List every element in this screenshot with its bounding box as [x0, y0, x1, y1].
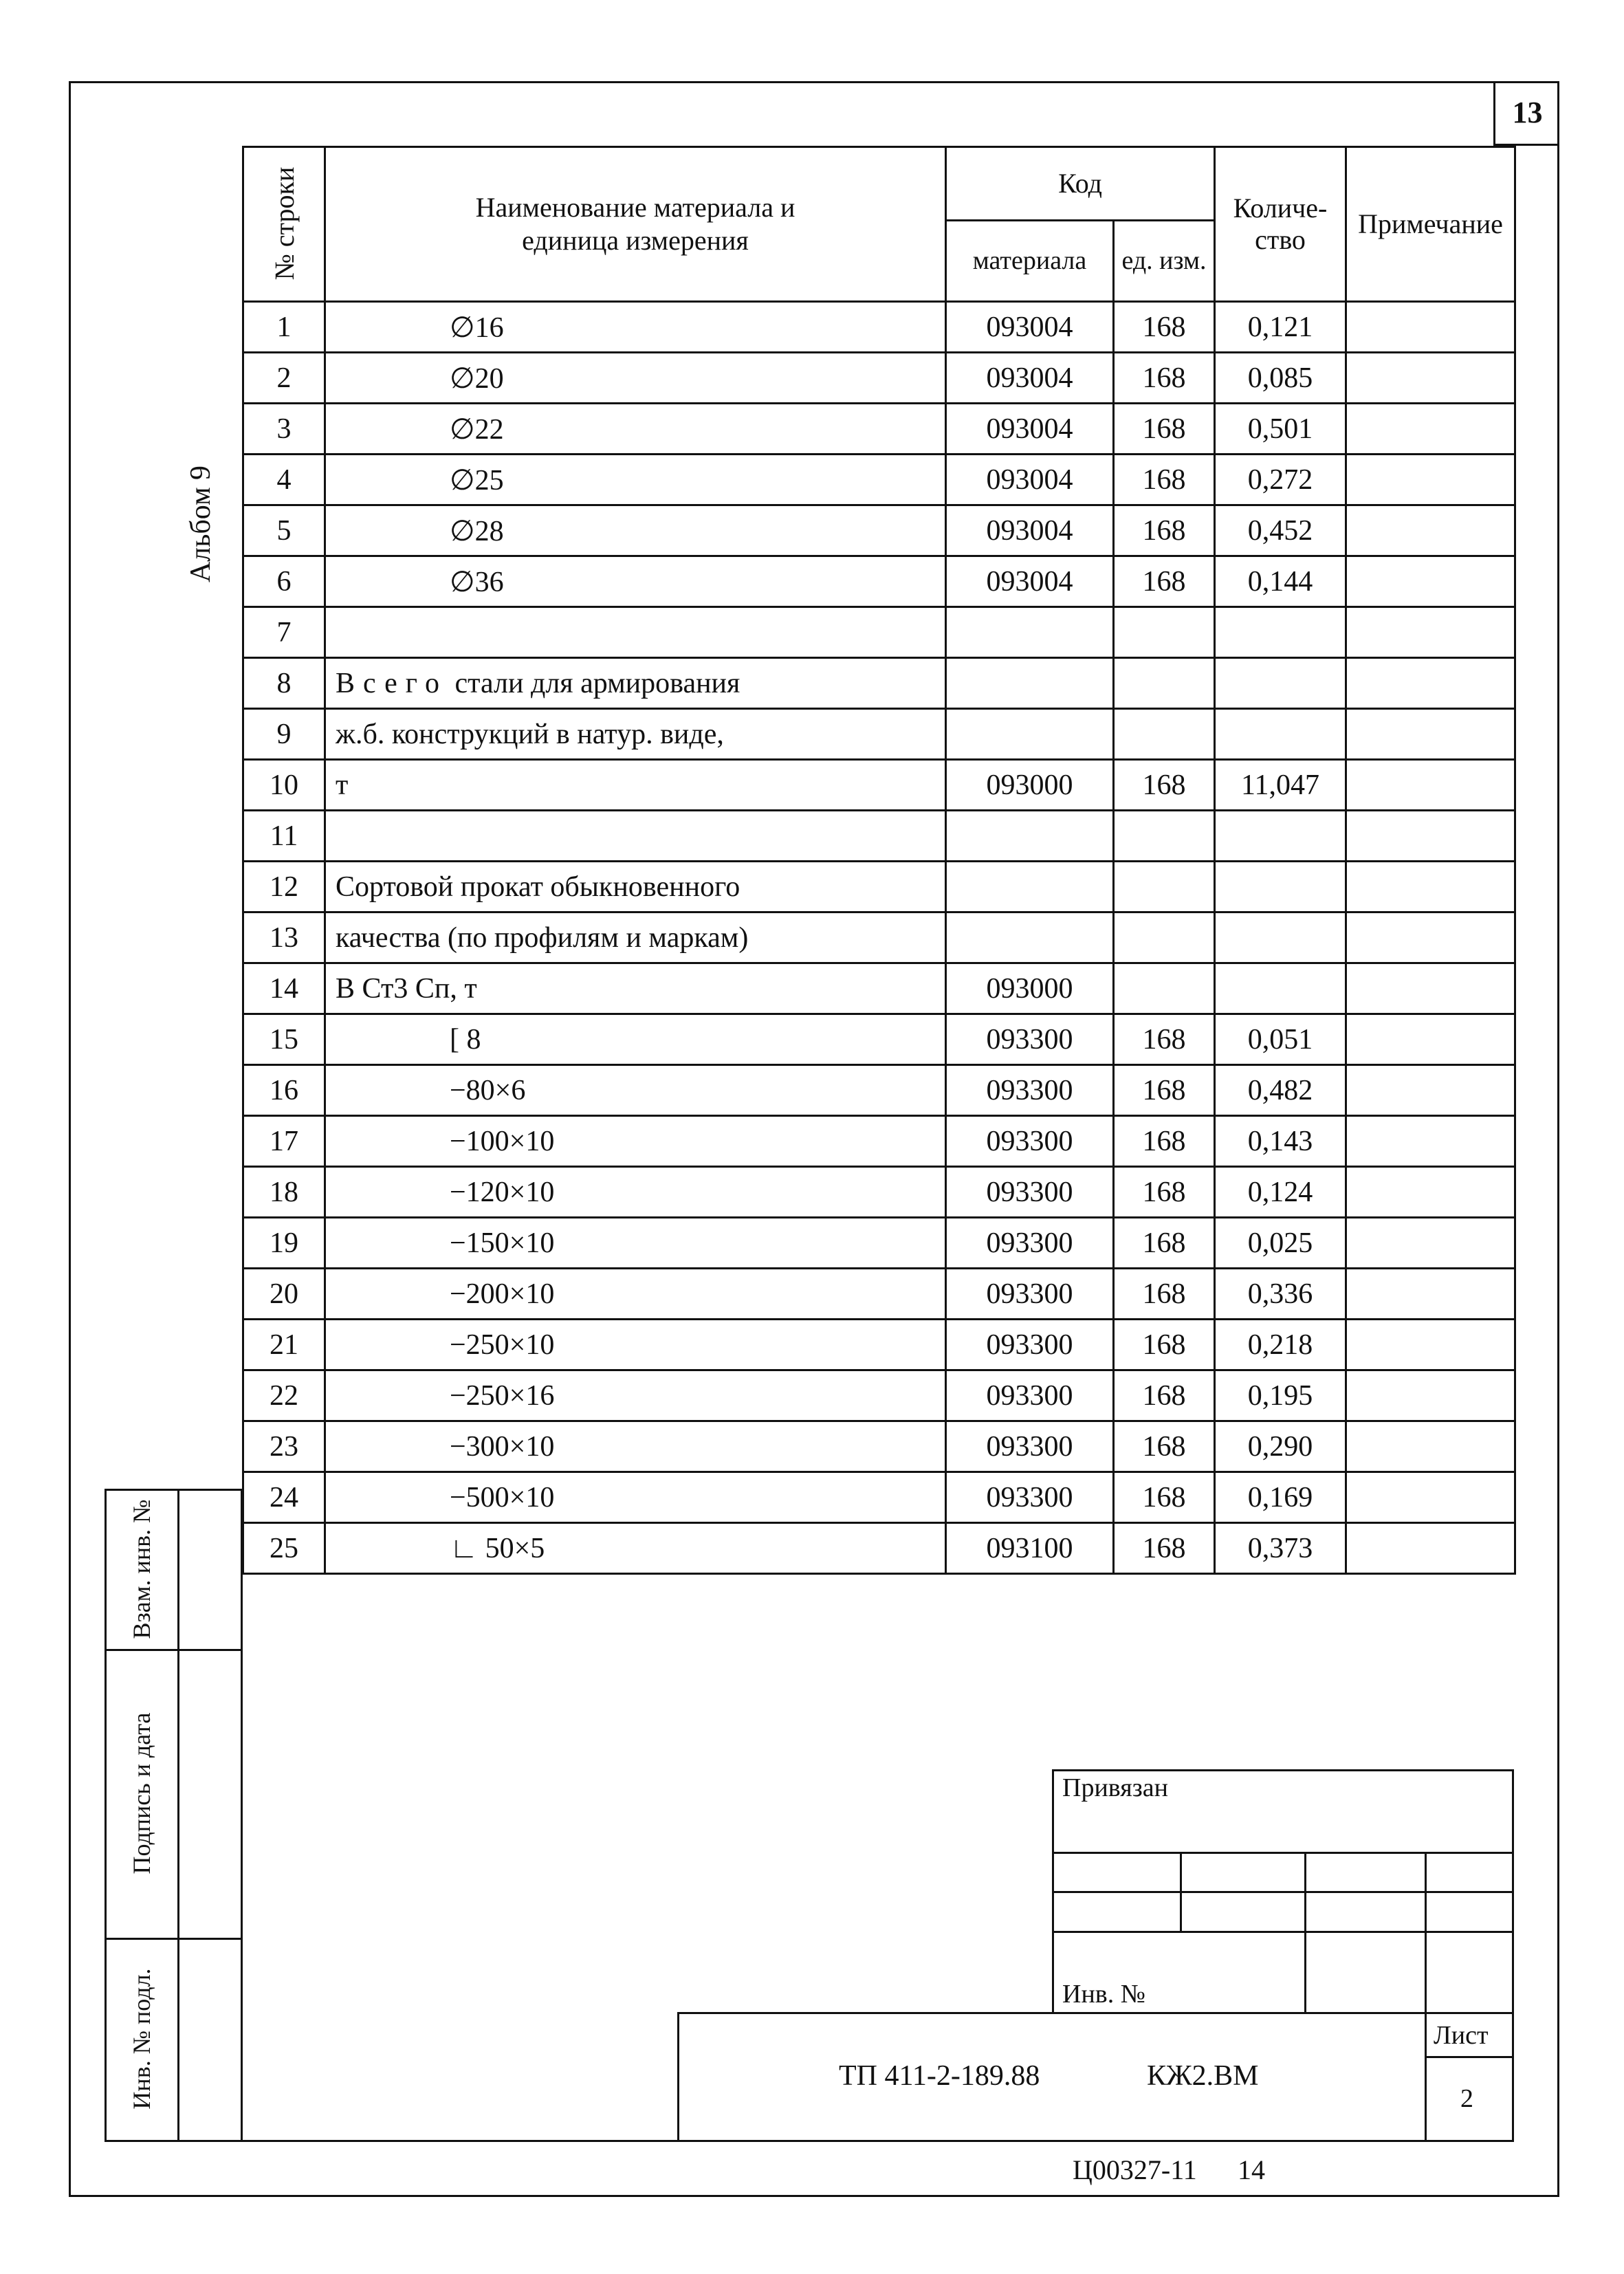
- table-row: [243, 1320, 1515, 1370]
- header-code-unit: ед. изм.: [1114, 221, 1215, 302]
- quantity: [1215, 963, 1346, 1014]
- stamp-strip-inner-border: [177, 1489, 179, 2142]
- material-code: [946, 709, 1114, 760]
- note: [1346, 556, 1515, 607]
- table-row: [243, 862, 1515, 912]
- material-name: ∅22: [325, 404, 946, 455]
- material-name: качества (по профилям и маркам): [325, 912, 946, 963]
- quantity: 0,195: [1215, 1370, 1346, 1421]
- unit-code: 168: [1114, 1421, 1215, 1472]
- material-code: 093100: [946, 1523, 1114, 1574]
- table-row: [243, 1523, 1515, 1574]
- unit-code: 168: [1114, 404, 1215, 455]
- material-name: [325, 811, 946, 862]
- material-code: 093004: [946, 353, 1114, 404]
- quantity: 0,336: [1215, 1269, 1346, 1320]
- note: [1346, 1523, 1515, 1574]
- quantity: 0,124: [1215, 1167, 1346, 1218]
- unit-code: 168: [1114, 760, 1215, 811]
- note: [1346, 862, 1515, 912]
- quantity: [1215, 709, 1346, 760]
- unit-code: [1114, 912, 1215, 963]
- material-code: [946, 862, 1114, 912]
- quantity: 0,373: [1215, 1523, 1346, 1574]
- unit-code: 168: [1114, 1320, 1215, 1370]
- material-name: −120×10: [325, 1167, 946, 1218]
- material-name: ∅16: [325, 302, 946, 353]
- title-block-line: [1052, 1931, 1514, 1933]
- table-row: [243, 963, 1515, 1014]
- material-code: 093300: [946, 1269, 1114, 1320]
- table-row: [243, 811, 1515, 862]
- unit-code: 168: [1114, 455, 1215, 505]
- material-name: [325, 607, 946, 658]
- quantity: [1215, 658, 1346, 709]
- material-code: 093000: [946, 760, 1114, 811]
- note: [1346, 455, 1515, 505]
- material-code: 093004: [946, 505, 1114, 556]
- title-block-col: [1180, 1852, 1182, 1933]
- header-row-number: № строки: [243, 147, 325, 302]
- quantity: 0,452: [1215, 505, 1346, 556]
- table-row: [243, 760, 1515, 811]
- stamp-strip-left-border: [105, 1489, 107, 2142]
- quantity: 0,051: [1215, 1014, 1346, 1065]
- note: [1346, 1014, 1515, 1065]
- row-number: 1: [243, 302, 325, 353]
- note: [1346, 1370, 1515, 1421]
- quantity: 0,085: [1215, 353, 1346, 404]
- table-row: [243, 1472, 1515, 1523]
- page-number: 13: [1493, 81, 1559, 146]
- table-row: [243, 505, 1515, 556]
- row-number: 21: [243, 1320, 325, 1370]
- material-code: 093300: [946, 1320, 1114, 1370]
- note: [1346, 963, 1515, 1014]
- doc-mark: КЖ2.ВМ: [1147, 2060, 1259, 2092]
- unit-code: [1114, 811, 1215, 862]
- unit-code: 168: [1114, 505, 1215, 556]
- quantity: 0,121: [1215, 302, 1346, 353]
- material-code: 093300: [946, 1421, 1114, 1472]
- unit-code: 168: [1114, 1116, 1215, 1167]
- header-code-material: материала: [946, 221, 1114, 302]
- material-name-emphasis: Всего: [336, 667, 448, 699]
- unit-code: 168: [1114, 1472, 1215, 1523]
- note: [1346, 302, 1515, 353]
- unit-code: 168: [1114, 1370, 1215, 1421]
- stamp-strip-divider: [105, 1649, 242, 1651]
- title-block-right: [1512, 1769, 1514, 2142]
- material-code: 093300: [946, 1472, 1114, 1523]
- table-row: [243, 1065, 1515, 1116]
- material-code: 093300: [946, 1370, 1114, 1421]
- material-name: −200×10: [325, 1269, 946, 1320]
- doc-code: ТП 411-2-189.88: [839, 2060, 1040, 2092]
- table-row: [243, 556, 1515, 607]
- row-number: 18: [243, 1167, 325, 1218]
- material-code: 093300: [946, 1167, 1114, 1218]
- material-code: 093004: [946, 302, 1114, 353]
- material-name: −500×10: [325, 1472, 946, 1523]
- quantity: [1215, 862, 1346, 912]
- quantity: 0,482: [1215, 1065, 1346, 1116]
- table-row: [243, 1014, 1515, 1065]
- material-code: 093004: [946, 556, 1114, 607]
- row-number: 15: [243, 1014, 325, 1065]
- quantity: [1215, 811, 1346, 862]
- quantity: 0,501: [1215, 404, 1346, 455]
- materials-table: [242, 146, 1516, 1575]
- material-code: [946, 607, 1114, 658]
- table-row: [243, 658, 1515, 709]
- unit-code: [1114, 607, 1215, 658]
- table-row: [243, 353, 1515, 404]
- table-row: [243, 1370, 1515, 1421]
- quantity: 0,290: [1215, 1421, 1346, 1472]
- unit-code: 168: [1114, 353, 1215, 404]
- material-name: ж.б. конструкций в натур. виде,: [325, 709, 946, 760]
- row-number: 12: [243, 862, 325, 912]
- row-number: 23: [243, 1421, 325, 1472]
- unit-code: [1114, 658, 1215, 709]
- row-number: 11: [243, 811, 325, 862]
- material-name: Сортовой прокат обыкновенного: [325, 862, 946, 912]
- material-name: −300×10: [325, 1421, 946, 1472]
- material-code: 093300: [946, 1218, 1114, 1269]
- sheet-box-divider: [1425, 2056, 1514, 2058]
- material-name: [325, 658, 946, 709]
- title-block-main-left: [677, 2012, 679, 2141]
- material-code: 093300: [946, 1065, 1114, 1116]
- stamp-strip-bottom-border: [105, 2140, 242, 2142]
- note: [1346, 353, 1515, 404]
- row-number: 16: [243, 1065, 325, 1116]
- inv-no-label: Инв. №: [1062, 1980, 1145, 2009]
- row-number: 10: [243, 760, 325, 811]
- note: [1346, 811, 1515, 862]
- unit-code: 168: [1114, 1065, 1215, 1116]
- row-number: 20: [243, 1269, 325, 1320]
- material-name-rest: стали для армирования: [448, 667, 740, 699]
- table-row: [243, 1218, 1515, 1269]
- row-number: 13: [243, 912, 325, 963]
- material-code: 093000: [946, 963, 1114, 1014]
- quantity: 0,025: [1215, 1218, 1346, 1269]
- row-number: 14: [243, 963, 325, 1014]
- title-block-bottom: [242, 2140, 1514, 2142]
- table-row: [243, 1421, 1515, 1472]
- note: [1346, 505, 1515, 556]
- quantity: 11,047: [1215, 760, 1346, 811]
- material-name: −250×10: [325, 1320, 946, 1370]
- material-name: ∅28: [325, 505, 946, 556]
- material-name: ∅36: [325, 556, 946, 607]
- quantity: [1215, 912, 1346, 963]
- sign-date-label: Подпись и дата: [128, 1712, 155, 1874]
- header-quantity: Количе-ство: [1215, 147, 1346, 302]
- row-number: 6: [243, 556, 325, 607]
- title-block-line: [1052, 1891, 1514, 1893]
- unit-code: 168: [1114, 302, 1215, 353]
- table-row: [243, 709, 1515, 760]
- unit-code: 168: [1114, 1218, 1215, 1269]
- material-name: В Ст3 Сп, т: [325, 963, 946, 1014]
- quantity: 0,144: [1215, 556, 1346, 607]
- footer-page-number: 14: [1238, 2154, 1265, 2185]
- note: [1346, 1320, 1515, 1370]
- replace-inv-label: Взам. инв. №: [128, 1499, 155, 1639]
- material-name: ∅25: [325, 455, 946, 505]
- quantity: 0,143: [1215, 1116, 1346, 1167]
- quantity: 0,218: [1215, 1320, 1346, 1370]
- note: [1346, 709, 1515, 760]
- note: [1346, 912, 1515, 963]
- row-number: 4: [243, 455, 325, 505]
- material-code: [946, 811, 1114, 862]
- material-code: 093004: [946, 455, 1114, 505]
- note: [1346, 1167, 1515, 1218]
- header-note: Примечание: [1346, 147, 1515, 302]
- table-row: [243, 607, 1515, 658]
- row-number: 22: [243, 1370, 325, 1421]
- note: [1346, 658, 1515, 709]
- header-code: Код: [946, 147, 1215, 221]
- material-name: −100×10: [325, 1116, 946, 1167]
- album-label: Альбом 9: [185, 465, 217, 583]
- row-number: 25: [243, 1523, 325, 1574]
- row-number: 8: [243, 658, 325, 709]
- sheet-label: Лист: [1434, 2021, 1489, 2050]
- title-block-main-top: [677, 2012, 1514, 2014]
- material-name: −150×10: [325, 1218, 946, 1269]
- note: [1346, 1116, 1515, 1167]
- attached-label: Привязан: [1062, 1773, 1168, 1802]
- material-code: 093004: [946, 404, 1114, 455]
- quantity: 0,169: [1215, 1472, 1346, 1523]
- material-name: т: [325, 760, 946, 811]
- table-row: [243, 1167, 1515, 1218]
- material-name: ∟ 50×5: [325, 1523, 946, 1574]
- title-block-line: [1052, 1852, 1514, 1854]
- unit-code: [1114, 963, 1215, 1014]
- orig-inv-label: Инв. № подл.: [128, 1968, 155, 2110]
- row-number: 17: [243, 1116, 325, 1167]
- row-number: 24: [243, 1472, 325, 1523]
- unit-code: 168: [1114, 1167, 1215, 1218]
- table-row: [243, 404, 1515, 455]
- material-name: −250×16: [325, 1370, 946, 1421]
- note: [1346, 1421, 1515, 1472]
- unit-code: 168: [1114, 1014, 1215, 1065]
- note: [1346, 1065, 1515, 1116]
- row-number: 3: [243, 404, 325, 455]
- unit-code: [1114, 862, 1215, 912]
- material-code: [946, 912, 1114, 963]
- material-name: −80×6: [325, 1065, 946, 1116]
- unit-code: 168: [1114, 1269, 1215, 1320]
- row-number: 2: [243, 353, 325, 404]
- note: [1346, 607, 1515, 658]
- material-name: ∅20: [325, 353, 946, 404]
- sheet-number: 2: [1460, 2084, 1473, 2113]
- material-code: 093300: [946, 1116, 1114, 1167]
- quantity: 0,272: [1215, 455, 1346, 505]
- stamp-strip-divider: [105, 1938, 242, 1940]
- row-number: 19: [243, 1218, 325, 1269]
- row-number: 7: [243, 607, 325, 658]
- order-code: Ц00327-11: [1073, 2154, 1197, 2185]
- row-number: 9: [243, 709, 325, 760]
- table-row: [243, 302, 1515, 353]
- note: [1346, 404, 1515, 455]
- table-row: [243, 912, 1515, 963]
- header-name: Наименование материала и единица измерения: [325, 147, 946, 302]
- unit-code: 168: [1114, 556, 1215, 607]
- material-name: [ 8: [325, 1014, 946, 1065]
- title-block-top: [1052, 1769, 1514, 1771]
- title-block-col: [1304, 1852, 1306, 2013]
- note: [1346, 1218, 1515, 1269]
- note: [1346, 1472, 1515, 1523]
- material-code: [946, 658, 1114, 709]
- table-row: [243, 1116, 1515, 1167]
- stamp-strip-top-border: [105, 1489, 242, 1491]
- unit-code: 168: [1114, 1523, 1215, 1574]
- quantity: [1215, 607, 1346, 658]
- unit-code: [1114, 709, 1215, 760]
- table-row: [243, 1269, 1515, 1320]
- note: [1346, 1269, 1515, 1320]
- stamp-strip-right-border: [241, 1489, 243, 2142]
- row-number: 5: [243, 505, 325, 556]
- table-row: [243, 455, 1515, 505]
- note: [1346, 760, 1515, 811]
- material-code: 093300: [946, 1014, 1114, 1065]
- title-block-col: [1425, 1852, 1427, 2141]
